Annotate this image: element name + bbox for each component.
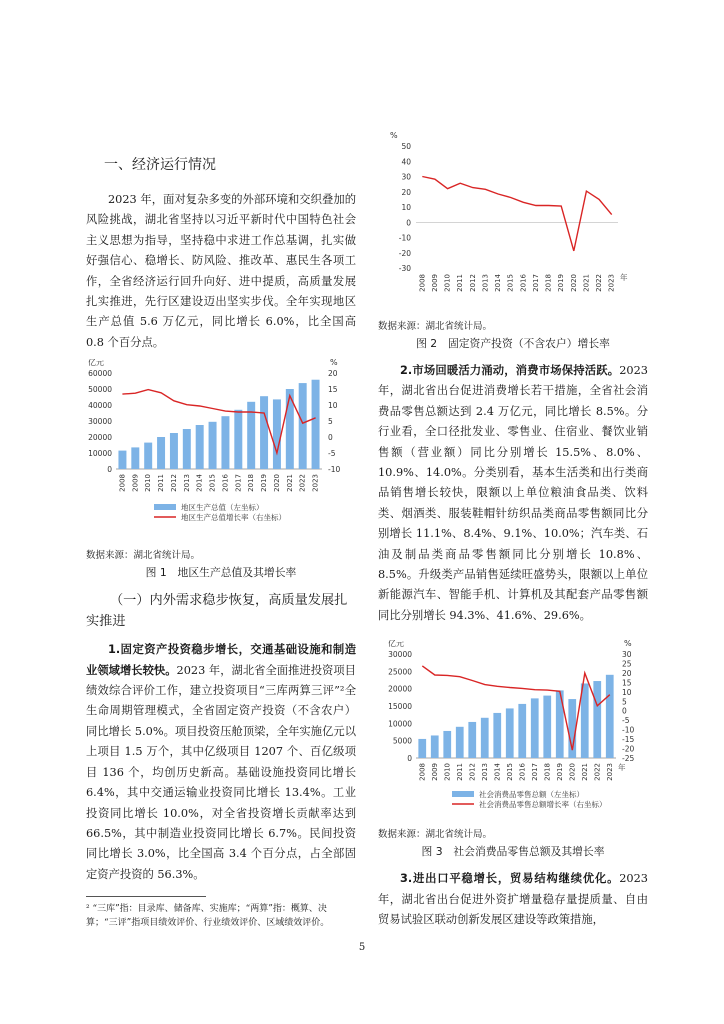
fig1-xtick: 2015 <box>208 474 217 493</box>
fig1-left-unit: 亿元 <box>88 359 104 368</box>
fig1-xtick: 2008 <box>118 474 127 493</box>
figure-1-chart <box>86 359 356 529</box>
fig3-ytick-right: -10 <box>622 725 635 735</box>
fig2-xtick: 2015 <box>506 274 515 292</box>
fig1-ytick-right: 15 <box>328 385 338 395</box>
fig1-bar <box>234 410 242 469</box>
fig2-ytick: 50 <box>401 142 411 151</box>
fig3-xtick: 2009 <box>430 763 439 782</box>
fig1-ytick-left: 40000 <box>88 401 112 411</box>
fig1-bar <box>183 429 191 469</box>
paragraph-trade-lead: 3.进出口平稳增长，贸易结构继续优化。 <box>400 872 620 886</box>
fig1-xtick: 2017 <box>234 474 243 493</box>
figure-1-source: 数据来源：湖北省统计局。 <box>86 550 201 562</box>
fig1-ytick-left: 50000 <box>88 385 112 395</box>
fig3-bar <box>418 739 426 758</box>
fig1-ytick-right: 5 <box>328 417 333 427</box>
fig3-right-unit: % <box>624 640 632 649</box>
right-column <box>378 132 648 931</box>
fig1-xtick: 2018 <box>247 474 256 493</box>
fig1-bar <box>260 396 268 469</box>
figure-2-source: 数据来源：湖北省统计局。 <box>378 321 493 332</box>
fig1-bar <box>209 422 217 469</box>
fig3-xtick: 2023 <box>605 763 614 782</box>
fig3-ytick-right: -20 <box>622 744 635 754</box>
fig2-y-unit: % <box>390 132 398 140</box>
fig1-bar <box>273 400 281 470</box>
fig3-ytick-left: 20000 <box>388 684 412 694</box>
fig1-xtick: 2012 <box>169 474 178 493</box>
figure-1-caption: 图 1 地区生产总值及其增长率 <box>145 566 297 580</box>
paragraph-investment-lead: 1.固定资产投资稳步增长，交通基础设施和制造业领域增长较快。 <box>86 643 356 677</box>
fig2-xtick: 2009 <box>430 274 439 292</box>
fig1-xtick: 2010 <box>144 474 153 493</box>
fig1-bar <box>144 443 152 469</box>
fig1-xtick: 2009 <box>131 474 140 493</box>
fig2-xtick: 2021 <box>582 274 591 292</box>
footnote: ² “三库”指：目录库、储备库、实施库；“两算”指：概算、决算；“三评”指项目绩效评价、行业绩效评价、区域绩效评价。 <box>86 904 330 928</box>
fig3-ytick-right: 5 <box>622 697 627 707</box>
fig2-ytick: 40 <box>401 157 411 167</box>
fig1-ytick-right: 20 <box>328 369 338 379</box>
fig2-xtick: 2013 <box>481 274 490 292</box>
fig3-bar <box>506 709 514 759</box>
fig3-bar <box>581 684 589 759</box>
paragraph-consumption-lead: 2.市场回暖活力涌动，消费市场保持活跃。 <box>400 364 620 377</box>
fig3-legend-label: 社会消费品零售总额（左坐标） <box>479 790 584 800</box>
fig3-ytick-right: 0 <box>622 707 627 717</box>
fig3-xtick: 2013 <box>480 763 489 782</box>
fig1-bar <box>118 451 126 469</box>
fig1-xtick: 2016 <box>221 474 230 493</box>
fig1-legend-label: 地区生产总值增长率（右坐标） <box>181 513 286 523</box>
fig2-xtick: 2011 <box>456 274 465 292</box>
fig1-xtick: 2013 <box>182 474 191 493</box>
fig3-bar <box>481 718 489 758</box>
figure-2-caption: 图 2 固定资产投资（不含农户）增长率 <box>416 337 610 350</box>
fig2-ytick: 30 <box>401 172 411 182</box>
fig3-ytick-left: 30000 <box>388 650 412 660</box>
fig2-xtick: 2018 <box>544 274 553 292</box>
fig3-xtick: 2008 <box>418 763 427 782</box>
fig3-ytick-left: 15000 <box>388 702 412 712</box>
fig2-xtick: 2012 <box>468 274 477 292</box>
fig3-xtick: 2022 <box>593 763 602 782</box>
fig3-bar <box>543 696 551 758</box>
paragraph-trade <box>378 869 648 930</box>
fig1-ytick-left: 60000 <box>88 369 112 379</box>
fig1-xtick: 2019 <box>260 474 269 493</box>
figure-3-chart <box>378 640 648 816</box>
figure-3-caption: 图 3 社会消费品零售总额及其增长率 <box>421 845 605 859</box>
fig3-bar <box>443 731 451 758</box>
page-number: 5 <box>358 942 366 953</box>
paragraph-investment-body: 2023 年，湖北省全面推进投资项目绩效综合评价工作，建立投资项目“三库两算三评”²全生命周期管理模式，全省固定资产投资（不含农户）同比增长 5.0%。项目投资压舱顶梁，全年实施亿元以上项目 1.5 万个，其中亿级项目 1207 个、百亿级项目 136 个，均创历史新高。基础设施投资同比增长 6.4%，其中交通运输业投资同比增长 13.4%。工业投资同比增长 10.0%，对全省投资增长贡献率达到 66.5%，其中制造业投资同比增长 6.7%。民间投资同比增长 3.0%，比全国高 3.4 个百分点，占全部固定资产投资的 56.3%。 <box>86 663 356 881</box>
fig3-bar <box>531 699 539 759</box>
fig1-bar <box>170 433 178 469</box>
left-column <box>86 148 356 885</box>
fig3-ytick-left: 0 <box>407 754 412 764</box>
fig2-xtick: 2023 <box>607 274 616 292</box>
fig1-bar <box>312 380 320 469</box>
fig2-xtick: 2020 <box>569 274 578 292</box>
fig3-ytick-right: 30 <box>622 650 632 660</box>
fig1-ytick-right: -10 <box>328 465 341 475</box>
subsection-title: （一）内外需求稳步恢复，高质量发展扎实推进 <box>86 593 348 630</box>
fig3-ytick-right: 25 <box>622 659 632 669</box>
fig3-legend-swatch-bar <box>452 791 474 797</box>
fig3-bar <box>468 722 476 758</box>
fig2-xtick: 2017 <box>531 274 540 292</box>
fig2-x-unit: 年 <box>620 273 628 282</box>
fig3-ytick-right: -15 <box>622 735 635 745</box>
fig1-xtick: 2023 <box>311 474 320 493</box>
paragraph-consumption-body: 2023 年，湖北省出台促进消费增长若干措施，全省社会消费品零售总额达到 2.4 万亿元，同比增长 8.5%。分行业看，全口径批发业、零售业、住宿业、餐饮业销售额（营业额）同比分别增长 15.5%、8.0%、10.9%、14.0%。分类别看，基本生活类和出行类商品销售增长较快，限额以上单位粮油食品类、饮料类、烟酒类、服装鞋帽针纺织品类商品零售额同比分别增长 11.1%、8.4%、9.1%、10.0%；汽车类、石油及制品类商品零售额同比分别增长 10.8%、8.5%。升级类产品销售延续旺盛势头，限额以上单位新能源汽车、智能手机、计算机及其配套产品零售额同比分别增长 94.3%、41.6%、29.6%。 <box>378 364 648 622</box>
fig3-xtick: 2010 <box>443 763 452 782</box>
section-title: 一、经济运行情况 <box>104 157 216 173</box>
fig2-ytick: -20 <box>398 248 411 258</box>
fig3-xtick: 2016 <box>518 763 527 782</box>
fig3-ytick-left: 25000 <box>388 667 412 677</box>
fig3-ytick-right: -5 <box>622 716 630 726</box>
fig3-bar <box>493 713 501 758</box>
fig3-xtick: 2015 <box>505 763 514 782</box>
fig2-xtick: 2019 <box>557 274 566 292</box>
fig1-right-unit: % <box>330 359 338 368</box>
fig1-xtick: 2022 <box>298 474 307 493</box>
paragraph-trade-body: 2023 年，湖北省出台促进外资扩增量稳存量提质量、自由贸易试验区联动创新发展区建设等政策措施， <box>378 872 648 927</box>
fig1-xtick: 2021 <box>285 474 294 493</box>
fig2-ytick: -30 <box>398 264 411 273</box>
fig3-ytick-right: 10 <box>622 688 632 698</box>
fig3-bar <box>606 675 614 758</box>
fig1-legend-label: 地区生产总值（左坐标） <box>181 503 264 513</box>
fig1-ytick-left: 10000 <box>88 449 112 459</box>
fig1-ytick-left: 0 <box>107 465 112 475</box>
figure-2-chart <box>378 132 648 304</box>
fig2-xtick: 2010 <box>443 274 452 292</box>
paragraph-investment <box>86 640 356 885</box>
fig1-xtick: 2014 <box>195 474 204 493</box>
fig3-xtick: 2017 <box>530 763 539 782</box>
fig3-x-unit: 年 <box>618 763 626 773</box>
fig1-bar <box>157 437 165 469</box>
fig2-xtick: 2022 <box>595 274 604 292</box>
fig3-bar <box>518 704 526 758</box>
fig1-bar <box>196 425 204 469</box>
fig3-ytick-left: 10000 <box>388 719 412 729</box>
paragraph-consumption <box>378 361 648 626</box>
fig1-ytick-left: 30000 <box>88 417 112 427</box>
fig1-xtick: 2011 <box>157 474 166 493</box>
fig2-ytick: 0 <box>406 218 411 228</box>
fig1-legend-swatch-bar <box>154 504 176 510</box>
fig1-bar <box>131 448 139 470</box>
intro-paragraph: 2023 年，面对复杂多变的外部环境和交织叠加的风险挑战，湖北省坚持以习近平新时代中国特色社会主义思想为指导，坚持稳中求进工作总基调，扎实做好强信心、稳增长、防风险、推改革、惠民生各项工作，全省经济运行回升向好、进中提质，高质量发展扎实推进，先行区建设迈出坚实步伐。全年实现地区生产总值 5.6 万亿元，同比增长 6.0%，比全国高 0.8 个百分点。 <box>86 193 356 349</box>
footnote-divider <box>86 896 206 897</box>
fig2-ytick: 20 <box>401 187 411 197</box>
fig3-xtick: 2019 <box>555 763 564 782</box>
fig2-ytick: 10 <box>401 203 411 212</box>
figure-3-source: 数据来源：湖北省统计局。 <box>378 829 493 841</box>
fig3-bar <box>593 681 601 758</box>
fig3-ytick-right: 15 <box>622 678 632 688</box>
fig3-left-unit: 亿元 <box>388 640 404 649</box>
fig3-bar <box>456 727 464 758</box>
fig3-legend-label: 社会消费品零售总额增长率（右坐标） <box>479 800 607 810</box>
fig2-xtick: 2008 <box>418 274 427 292</box>
fig1-ytick-right: -5 <box>328 449 336 459</box>
fig1-bar <box>221 416 229 469</box>
fig3-bar <box>431 736 439 759</box>
fig3-xtick: 2018 <box>543 763 552 782</box>
fig2-ytick: -10 <box>398 233 411 243</box>
fig3-ytick-left: 5000 <box>392 736 412 746</box>
fig1-bar <box>299 383 307 469</box>
fig2-xtick: 2014 <box>494 274 503 292</box>
fig2-xtick: 2016 <box>519 274 528 292</box>
fig3-xtick: 2014 <box>493 763 502 782</box>
fig1-ytick-left: 20000 <box>88 433 112 443</box>
fig2-growth-line <box>422 177 611 251</box>
fig3-xtick: 2012 <box>468 763 477 782</box>
fig1-xtick: 2020 <box>272 474 281 493</box>
fig3-xtick: 2021 <box>580 763 589 782</box>
fig1-ytick-right: 0 <box>328 433 333 443</box>
fig3-xtick: 2011 <box>455 763 464 782</box>
fig3-ytick-right: 20 <box>622 669 632 679</box>
fig1-ytick-right: 10 <box>328 401 338 411</box>
fig3-xtick: 2020 <box>568 763 577 782</box>
fig3-ytick-right: -25 <box>622 754 635 764</box>
